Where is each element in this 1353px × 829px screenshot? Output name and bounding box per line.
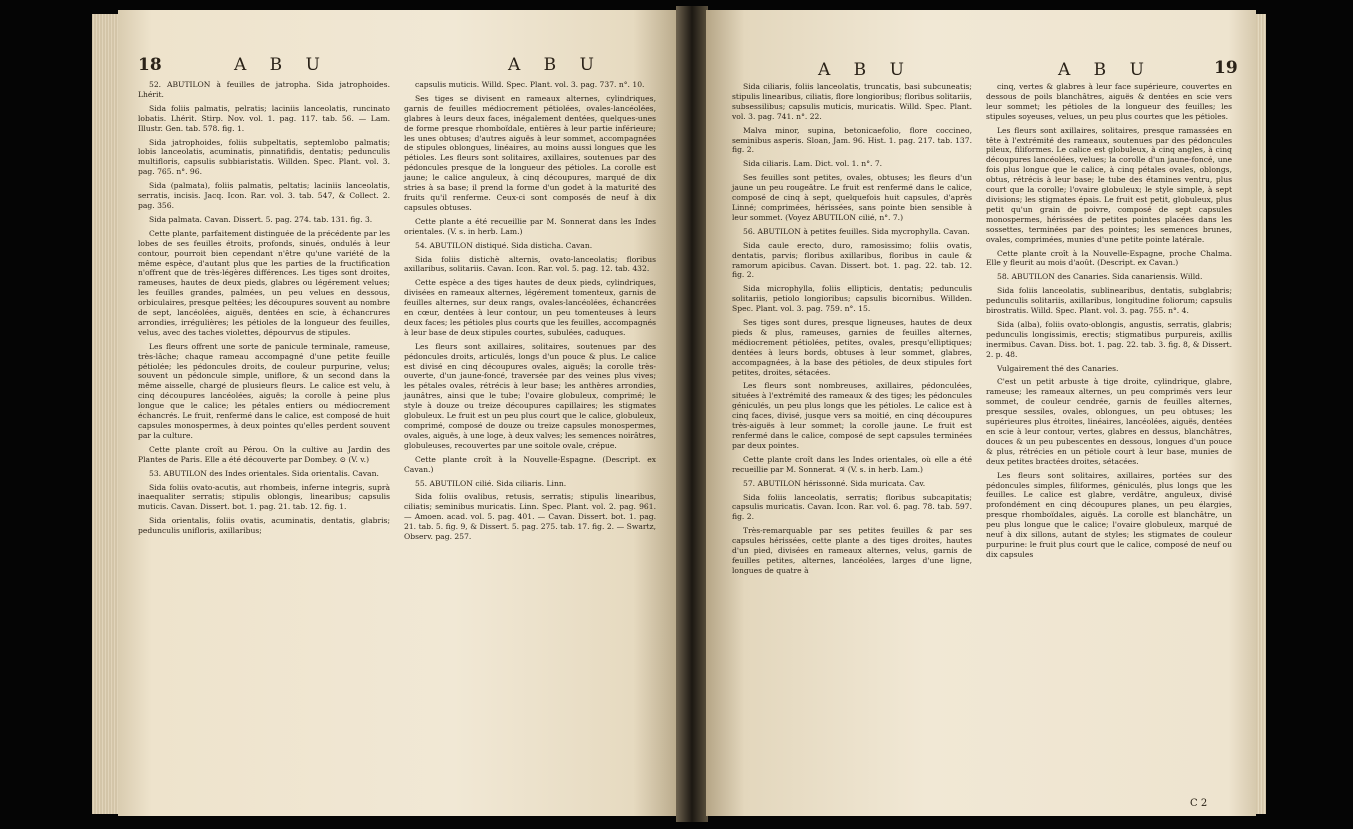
paragraph: 57. ABUTILON hérissonné. Sida muricata. Cav. (743, 478, 926, 488)
running-head-right: A B U (508, 55, 603, 75)
right-page (706, 10, 1256, 816)
text-column-right (986, 82, 1232, 794)
paragraph: Ses tiges se divisent en rameaux alternes, cylindriques, garnis de feuilles médiocrement pétiolées, ovales-lancéolées, glabres à leurs deux faces, inégalement dentées, quelques-unes de forme presque rhomboïdale, entières à leur partie inférieure; les unes obtuses; d'autres aiguës à leur sommet, accompagnées de stipules oblongues, linéaires, au moins aussi longues que les pétioles. Les fleurs sont solitaires, axillaires, soutenues par des pédoncules presque de la longueur des pétioles. La corolle est jaune; le calice anguleux, à cinq découpures, marqué de dix stries à sa base; il prend la forme d'un godet à la maturité des fruits qu'il renferme. Ceux-ci sont composés de neuf à dix capsules obtuses. (404, 93, 656, 212)
paragraph: Cette plante croît à la Nouvelle-Espagne. (Descript. ex Cavan.) (404, 454, 656, 474)
paragraph: Sida ciliaris. Lam. Dict. vol. 1. n°. 7. (743, 159, 883, 169)
book-gutter (676, 6, 708, 822)
paragraph: Cette plante a été recueillie par M. Sonnerat dans les Indes orientales. (V. s. in herb. Lam.) (404, 216, 656, 236)
paragraph: Les fleurs sont axillaires, solitaires, presque ramassées en tête à l'extrémité des rameaux, soutenues par des pédoncules pileux, filiformes. Le calice est globuleux, à cinq angles, à cinq découpures lancéolées, velues; la corolle d'un jaune-foncé, une fois plus longue que le calice, à cinq pétales ovales, oblongs, obtus, rétrécis à leur base; le tube des étamines ventru, plus court que la corolle; l'ovaire globuleux; le style simple, à sept divisions; les stigmates épais. Le fruit est petit, globuleux, plus petit qu'un grain de poivre, composé de sept capsules monospermes, hérissées de petites pointes placées dans les sossettes, terminées par des pointes; les semences brunes, ovales, comprimées, munies d'une petite pointe latérale. (986, 125, 1232, 244)
text-column-left (732, 82, 972, 810)
paragraph: 58. ABUTILON des Canaries. Sida canariensis. Willd. (997, 272, 1203, 282)
paragraph: 54. ABUTILON distiqué. Sida disticha. Cavan. (415, 240, 593, 250)
paragraph: Les fleurs offrent une sorte de panicule terminale, rameuse, très-lâche; chaque rameau accompagné d'une petite feuille pétiolée; les pédoncules droits, de couleur purpurine, velus; souvent un pédoncule simple, uniflore, & un second dans la même aisselle, chargé de plusieurs fleurs. Le calice est velu, à cinq découpures lancéolées, aiguës; la corolle à peine plus longue que le calice; les pétales entiers ou médiocrement échancrés. Le fruit, renfermé dans le calice, est composé de huit capsules monospermes, à deux pointes qu'elles perdent souvent par la culture. (138, 341, 390, 440)
paragraph: Sida orientalis, foliis ovatis, acuminatis, dentatis, glabris; pedunculis unifloris, axillaribus; (138, 516, 390, 536)
paragraph: Sida foliis palmatis, pelratis; laciniis lanceolatis, runcinato lobatis. Lhérit. Stirp. Nov. vol. 1. pag. 117. tab. 56. — Lam. Illustr. Gen. tab. 578. fig. 1. (138, 103, 390, 133)
paragraph: Ses tiges sont dures, presque ligneuses, hautes de deux pieds & plus, rameuses, garnies de feuilles alternes, médiocrement pétiolées, petites, ovales, presqu'elliptiques; dentées à leurs bords, obtuses à leur sommet, glabres, accompagnées, à la base des pétioles, de deux stipules fort petites, droites, sétacées. (732, 318, 972, 377)
paragraph: Très-remarquable par ses petites feuilles & par ses capsules hérissées, cette plante a des tiges droites, hautes d'un pied, divisées en rameaux alternes, velus, garnis de feuilles petites, alternes, lancéolées, larges d'une ligne, longues de quatre à (732, 526, 972, 575)
paragraph: Sida foliis distichè alternis, ovato-lanceolatis; floribus axillaribus, solitariis. Cavan. Icon. Rar. vol. 5. pag. 12. tab. 432. (404, 254, 656, 274)
paragraph: 52. ABUTILON à feuilles de jatropha. Sida jatrophoides. Lhérit. (138, 80, 390, 99)
paragraph: Sida microphylla, foliis ellipticis, dentatis; pedunculis solitariis, petiolo longioribus; capsulis bicornibus. Willden. Spec. Plant. vol. 3. pag. 759. n°. 15. (732, 284, 972, 314)
paragraph: capsulis muticis. Willd. Spec. Plant. vol. 3. pag. 737. n°. 10. (415, 80, 645, 89)
paragraph: Sida palmata. Cavan. Dissert. 5. pag. 274. tab. 131. fig. 3. (149, 214, 373, 224)
running-head-left: A B U (234, 55, 329, 75)
paragraph: Cette espèce a des tiges hautes de deux pieds, cylindriques, divisées en rameaux alternes, légérement tomenteux, garnis de feuilles alternes, sur deux rangs, ovales-lancéolées, échancrées en cœur, dentées à leur contour, un peu tomenteuses à leurs deux faces; les pétioles plus courts que les feuilles, accompagnés à leur base de deux stipules courtes, subulées, caduques. (404, 278, 656, 337)
paragraph: 53. ABUTILON des Indes orientales. Sida orientalis. Cavan. (149, 468, 379, 478)
page-number: 18 (138, 55, 162, 75)
paragraph: Sida ciliaris, foliis lanceolatis, truncatis, basi subcuneatis; stipulis linearibus, ciliatis, flore longioribus; floribus solitariis, subsessilibus; capsulis muticis, muricatis. Willd. Spec. Plant. vol. 3. pag. 741. n°. 22. (732, 82, 972, 121)
paragraph: Sida foliis ovato-acutis, aut rhombeis, inferne integris, suprà inaequaliter serratis; stipulis oblongis, linearibus; capsulis muticis. Cavan. Dissert. bot. 1. pag. 21. tab. 12. fig. 1. (138, 482, 390, 512)
paragraph: Ses feuilles sont petites, ovales, obtuses; les fleurs d'un jaune un peu rougeâtre. Le fruit est renfermé dans le calice, composé de cinq à sept, quelquefois huit capsules, d'après Linné; comprimées, hérissées, sans pointe bien sensible à leur sommet. (Voyez ABUTILON cilié, n°. 7.) (732, 173, 972, 222)
page-number: 19 (1214, 58, 1238, 78)
paragraph: 56. ABUTILON à petites feuilles. Sida mycrophylla. Cavan. (743, 226, 970, 236)
paragraph: Les fleurs sont axillaires, solitaires, soutenues par des pédoncules droits, articulés, longs d'un pouce & plus. Le calice est divisé en cinq découpures ovales, aiguës; la corolle très-ouverte, d'un jaune-foncé, traversée par des veines plus vives; les pétales ovales, rétrécis à leur base; les anthères arrondies, jaunâtres, ainsi que le tube; l'ovaire globuleux, comprimé; le style à douze ou treize découpures capillaires; les stigmates globuleux. Le fruit est un peu plus court que le calice, globuleux, comprimé, composé de douze ou treize capsules monospermes, ovales, aiguës, à une loge, à deux valves; les semences noirâtres, globuleuses, recouvertes par une soitole ovale, crépue. (404, 341, 656, 450)
paragraph: Sida foliis ovalibus, retusis, serratis; stipulis linearibus, ciliatis; seminibus muricatis. Linn. Spec. Plant. vol. 2. pag. 961. — Amoen. acad. vol. 5. pag. 401. — Cavan. Dissert. bot. 1. pag. 21. tab. 5. fig. 9, & Dissert. 5. pag. 275. tab. 17. fig. 2. — Swartz, Observ. pag. 257. (404, 492, 656, 542)
paragraph: Cette plante croît à la Nouvelle-Espagne, proche Chalma. Elle y fleurit au mois d'août. (Descript. ex Cavan.) (986, 248, 1232, 268)
paragraph: C'est un petit arbuste à tige droite, cylindrique, glabre, rameuse; les rameaux alternes, un peu comprimés vers leur sommet, de couleur cendrée, garnis de feuilles alternes, presque sessiles, ovales, oblongues, un peu obtuses; les supérieures plus étroites, linéaires, lancéolées, aiguës, dentées en scie à leur contour, vertes, glabres en dessus, blanchâtres, douces & un peu pubescentes en dessous, longues d'un pouce & plus, rétrécies en un pétiole court à leur base, munies de deux petites bractées droites, sétacées. (986, 377, 1232, 466)
paragraph: Sida (palmata), foliis palmatis, peltatis; laciniis lanceolatis, serratis, incisis. Jacq. Icon. Rar. vol. 3. tab. 547, & Collect. 2. pag. 356. (138, 181, 390, 210)
paragraph: Vulgairement thé des Canaries. (997, 363, 1119, 373)
signature-mark: C 2 (1190, 798, 1208, 809)
paragraph: Sida foliis lanceolatis, sublinearibus, dentatis, subglabris; pedunculis solitariis, axillaribus, longitudine foliorum; capsulis birostratis. Willd. Spec. Plant. vol. 3. pag. 755. n°. 4. (986, 286, 1232, 316)
paragraph: Sida (alba), foliis ovato-oblongis, angustis, serratis, glabris; pedunculis longissimis, erectis; stigmatibus purpureis, axillis inermibus. Cavan. Diss. bot. 1. pag. 22. tab. 3. fig. 8, & Dissert. 2. p. 48. (986, 319, 1232, 359)
running-head-left: A B U (818, 60, 913, 80)
left-page (118, 10, 678, 816)
text-column-right (404, 80, 656, 810)
running-head-right: A B U (1058, 60, 1153, 80)
paragraph: Cette plante, parfaitement distinguée de la précédente par les lobes de ses feuilles étroits, profonds, sinués, ondulés à leur contour, pourroit bien cependant n'être qu'une variété de la même espèce, d'autant plus que les parties de la fructification n'offrent que de très-légères différences. Les tiges sont droites, rameuses, hautes de deux pieds, glabres ou légérement velues; les feuilles grandes, palmées, un peu velues en dessous, orbiculaires, presque peltées; les découpures souvent au nombre de sept, lancéolées, aiguës, dentées en scie, à échancrures arrondies, irrégulières; les pétioles de la longueur des feuilles, velus, avec des taches violettes, dépourvus de stipules. (138, 228, 390, 337)
paragraph: Les fleurs sont nombreuses, axillaires, pédonculées, situées à l'extrémité des rameaux & des tiges; les pédoncules géniculés, un peu plus longs que les pétioles. Le calice est à cinq faces, divisé, jusque vers sa moitié, en cinq découpures très-aiguës à leur sommet; la corolle jaune. Le fruit est renfermé dans le calice, composé de sept capsules terminées par deux pointes. (732, 381, 972, 450)
paragraph: Les fleurs sont solitaires, axillaires, portées sur des pédoncules simples, filiformes, géniculés, plus longs que les feuilles. Le calice est glabre, verdâtre, anguleux, divisé profondément en cinq découpures planes, un peu élargies, presque rhomboïdales, aiguës. La corolle est blanchâtre, un peu plus longue que le calice; l'ovaire globuleux, marqué de neuf à dix sillons, autant de styles; les stigmates de couleur purpurine: le fruit plus court que le calice, composé de neuf ou dix capsules (986, 470, 1232, 559)
paragraph: cinq, vertes & glabres à leur face supérieure, couvertes en dessous de poils blanchâtres, aiguës & dentées en scie vers leur sommet; les pétioles de la longueur des feuilles; les stipules soyeuses, velues, un peu plus courtes que les pétioles. (986, 82, 1232, 121)
paragraph: Malva minor, supina, betonicaefolio, flore coccineo, seminibus asperis. Sloan, Jam. 96. Hist. 1. pag. 217. tab. 137. fig. 2. (732, 125, 972, 155)
paragraph: 55. ABUTILON cilié. Sida ciliaris. Linn. (415, 478, 567, 488)
paragraph: Sida jatrophoides, foliis subpeltatis, septemlobo palmatis; lobis lanceolatis, acuminatis, pinnatifidis, dentatis; pedunculis multifloris, capsulis subbiaristatis. Willden. Spec. Plant. vol. 3. pag. 765. n°. 96. (138, 137, 390, 177)
paragraph: Cette plante croît dans les Indes orientales, où elle a été recueillie par M. Sonnerat. ♃ (V. s. in herb. Lam.) (732, 454, 972, 474)
page-edges-left (92, 14, 120, 814)
paragraph: Cette plante croît au Pérou. On la cultive au Jardin des Plantes de Paris. Elle a été découverte par Dombey. ⊙ (V. v.) (138, 444, 390, 464)
paragraph: Sida caule erecto, duro, ramosissimo; foliis ovatis, dentatis, parvis; floribus axillaribus, floribus in caule & ramorum apicibus. Cavan. Dissert. bot. 1. pag. 22. tab. 12. fig. 2. (732, 240, 972, 280)
paragraph: Sida foliis lanceolatis, serratis; floribus subcapitatis; capsulis muricatis. Cavan. Icon. Rar. vol. 6. pag. 78. tab. 597. fig. 2. (732, 492, 972, 522)
text-column-left (138, 80, 390, 810)
